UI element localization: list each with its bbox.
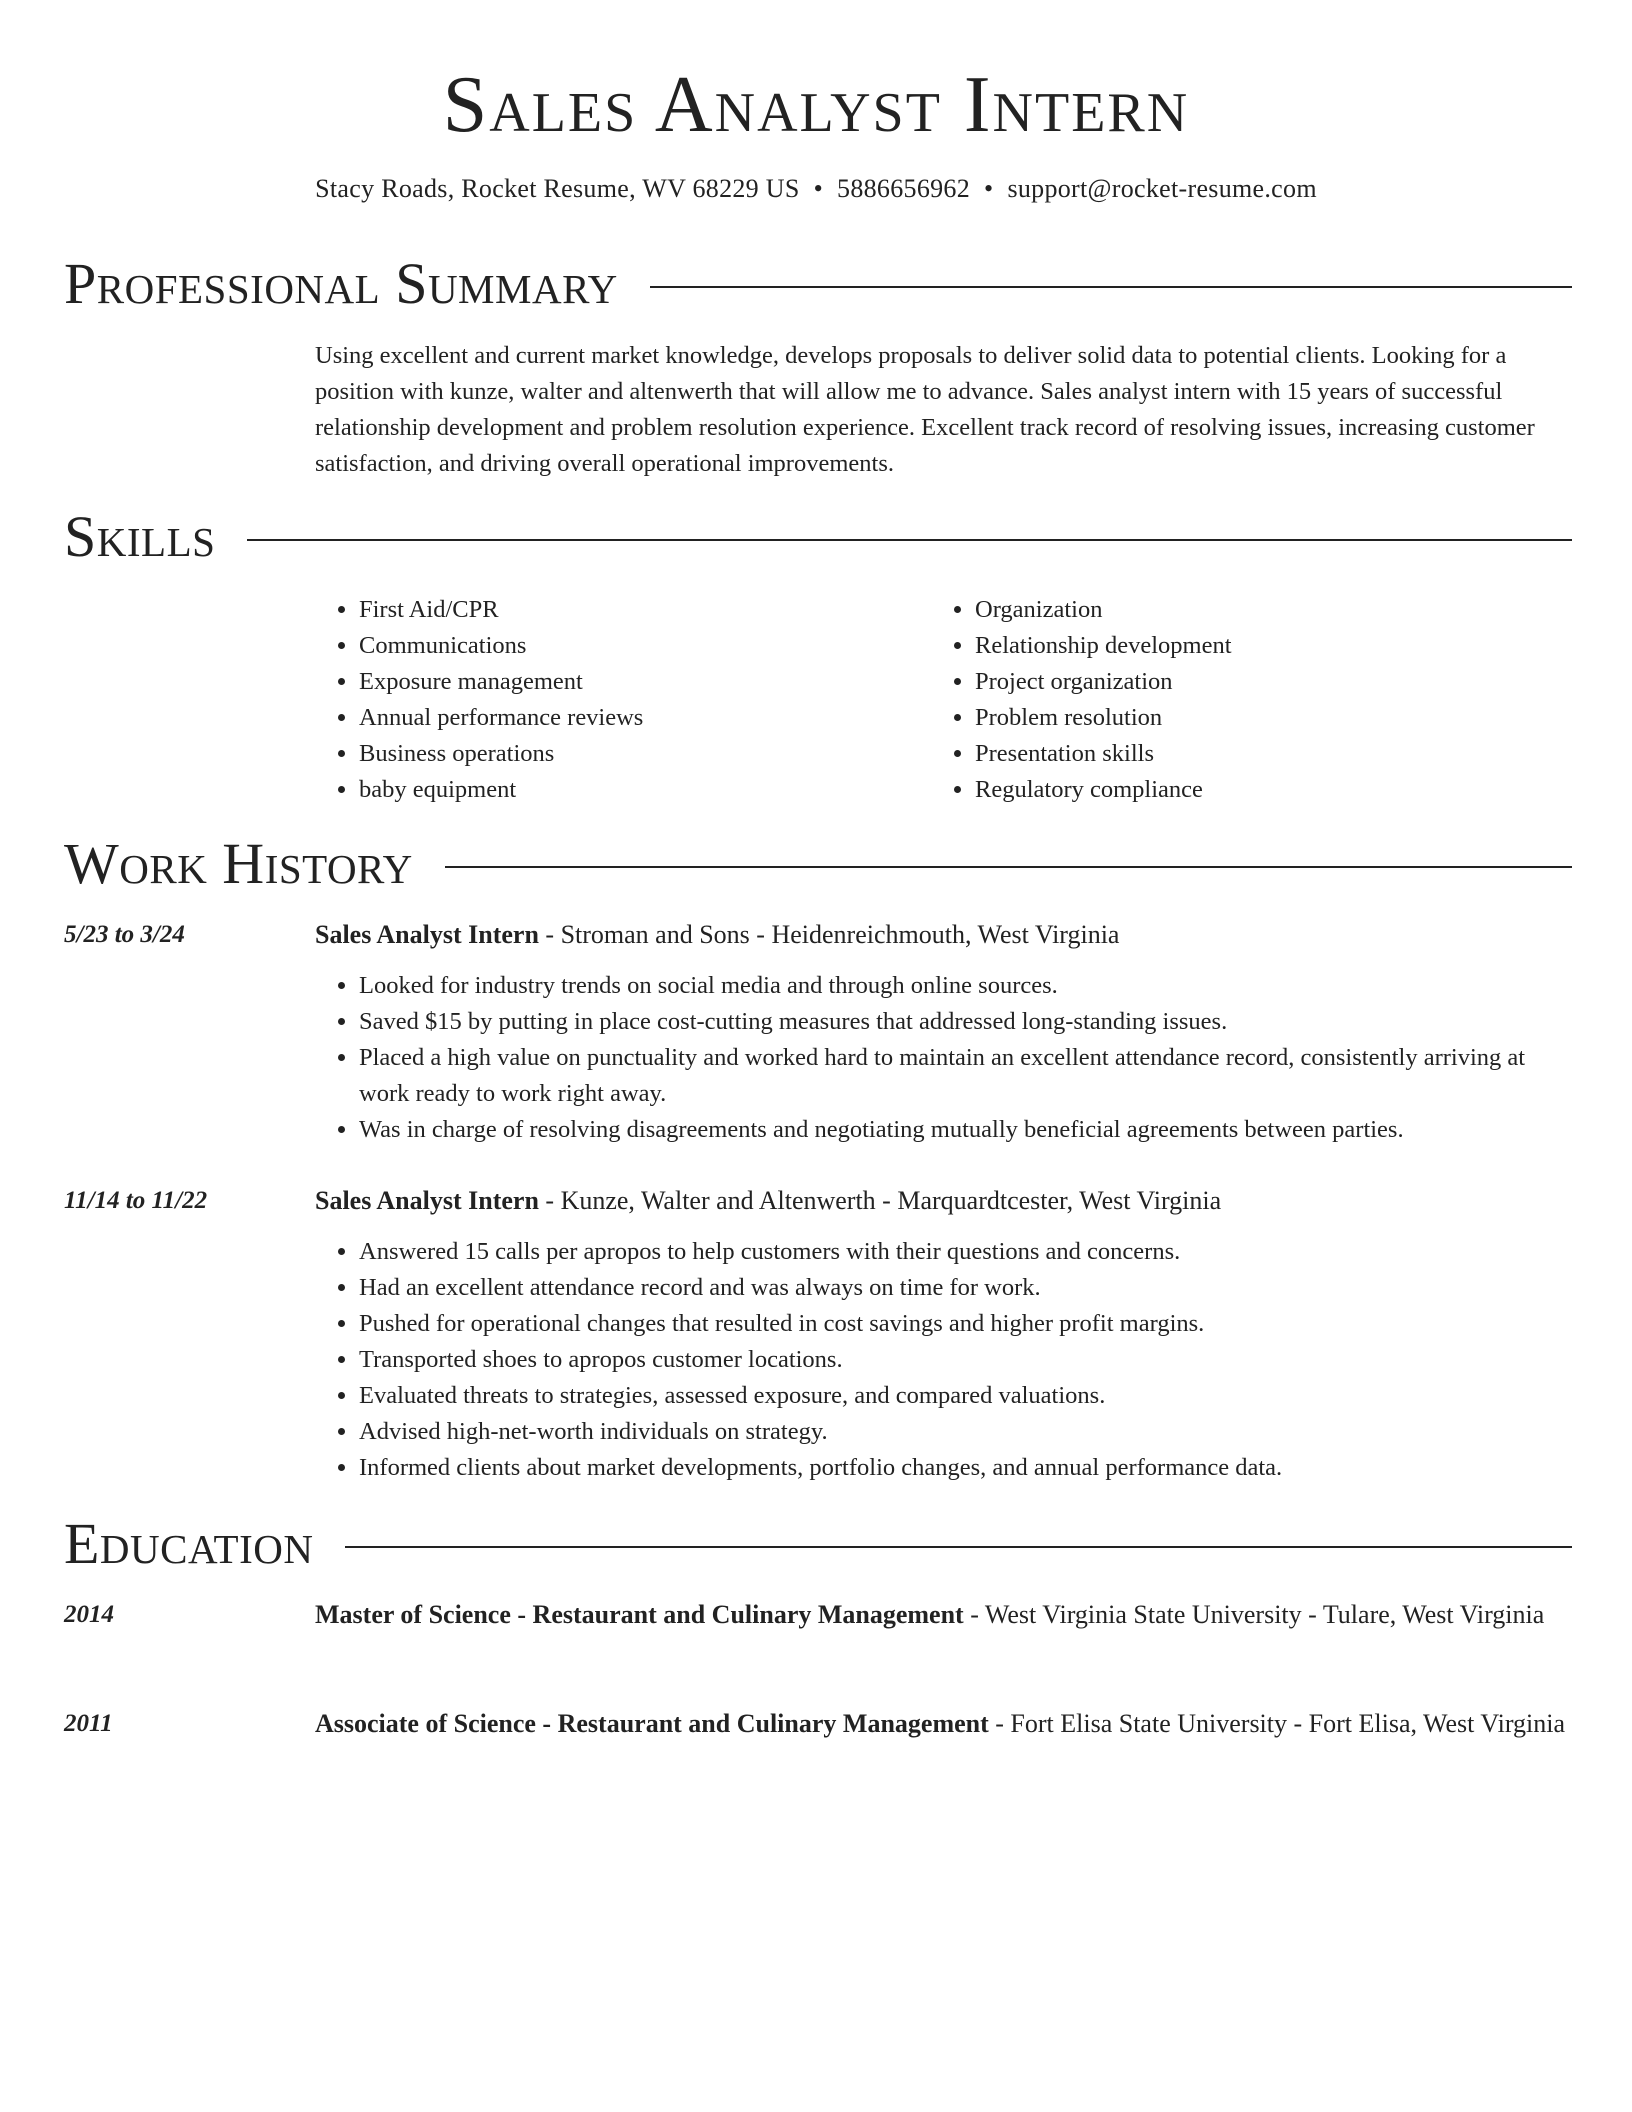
work-bullet: • Answered 15 calls per apropos to help customers with their questions and concerns. (359, 1234, 1572, 1270)
skills-list (315, 592, 1575, 808)
work-bullet: • Advised high-net-worth individuals on strategy. (359, 1414, 1572, 1450)
contact-line (0, 172, 1632, 206)
work-bullets (315, 968, 1572, 1148)
skill-item: • Organization (975, 592, 1547, 628)
contact-phone: 5886656962 (837, 174, 971, 203)
section-title-summary: Professional Summary (64, 251, 618, 316)
education-date: 2014 (64, 1601, 114, 1628)
section-divider (345, 1546, 1572, 1548)
section-title-skills: Skills (64, 504, 216, 569)
skill-item: • Project organization (975, 664, 1547, 700)
section-divider (445, 866, 1572, 868)
work-heading (315, 1182, 1572, 1220)
job-title: Sales Analyst Intern (315, 920, 539, 949)
job-title: Sales Analyst Intern (315, 1186, 539, 1215)
degree: Associate of Science - Restaurant and Culinary Management (315, 1709, 989, 1738)
skill-item: • Exposure management (359, 664, 931, 700)
skill-item: • Problem resolution (975, 700, 1547, 736)
work-bullet: • Pushed for operational changes that resulted in cost savings and higher profit margins. (359, 1306, 1572, 1342)
skill-item: • Communications (359, 628, 931, 664)
section-header-skills (64, 505, 1572, 569)
work-heading (315, 916, 1572, 954)
skill-item: • Presentation skills (975, 736, 1547, 772)
work-bullet: • Looked for industry trends on social media and through online sources. (359, 968, 1572, 1004)
work-bullet: • Transported shoes to apropos customer locations. (359, 1342, 1572, 1378)
contact-separator: • (984, 174, 994, 203)
contact-address: Stacy Roads, Rocket Resume, WV 68229 US (315, 174, 800, 203)
skill-item: • Regulatory compliance (975, 772, 1547, 808)
work-bullet: • Placed a high value on punctuality and worked hard to maintain an excellent attendance record, consistently arriving at work ready to work right away. (359, 1040, 1572, 1112)
degree: Master of Science - Restaurant and Culinary Management (315, 1600, 964, 1629)
section-header-work (64, 832, 1572, 896)
work-date: 11/14 to 11/22 (64, 1187, 208, 1214)
section-divider (247, 539, 1572, 541)
skill-item: • Annual performance reviews (359, 700, 931, 736)
section-title-work: Work History (64, 831, 413, 896)
section-title-education: Education (64, 1511, 314, 1576)
contact-separator: • (813, 174, 824, 203)
skill-item: • baby equipment (359, 772, 931, 808)
resume-title: Sales Analyst Intern (442, 61, 1190, 149)
education-details: - Fort Elisa State University - Fort Elisa, West Virginia (988, 1709, 1566, 1738)
section-divider (650, 286, 1572, 288)
contact-email: support@rocket-resume.com (1007, 174, 1317, 203)
section-header-summary (64, 252, 1572, 316)
work-bullet: • Saved $15 by putting in place cost-cutting measures that addressed long-standing issues. (359, 1004, 1572, 1040)
education-date: 2011 (64, 1710, 113, 1737)
skills-column-right (931, 592, 1547, 808)
work-date: 5/23 to 3/24 (64, 921, 185, 948)
section-header-education (64, 1512, 1572, 1576)
job-details: - Kunze, Walter and Altenwerth - Marquardtcester, West Virginia (538, 1186, 1222, 1215)
education-details: - West Virginia State University - Tulare, West Virginia (963, 1600, 1545, 1629)
work-bullet: • Evaluated threats to strategies, assessed exposure, and compared valuations. (359, 1378, 1572, 1414)
work-bullet: • Had an excellent attendance record and was always on time for work. (359, 1270, 1572, 1306)
summary-text: Using excellent and current market knowledge, develops proposals to deliver solid data to potential clients. Looking for a position with kunze, walter and altenwerth that will allow me to advance. Sales analyst intern with 15 years of successful relationship development and problem resolution experience. Excellent track record of resolving issues, increasing customer satisfaction, and driving overall operational improvements. (315, 342, 1535, 477)
skill-item: • Business operations (359, 736, 931, 772)
work-bullets (315, 1234, 1572, 1486)
job-details: - Stroman and Sons - Heidenreichmouth, West Virginia (538, 920, 1120, 949)
skills-column-left (315, 592, 931, 808)
skill-item: • First Aid/CPR (359, 592, 931, 628)
work-bullet: • Informed clients about market developments, portfolio changes, and annual performance data. (359, 1450, 1572, 1486)
skill-item: • Relationship development (975, 628, 1547, 664)
work-bullet: • Was in charge of resolving disagreements and negotiating mutually beneficial agreements between parties. (359, 1112, 1572, 1148)
education-heading (315, 1705, 1572, 1743)
education-heading (315, 1596, 1572, 1634)
